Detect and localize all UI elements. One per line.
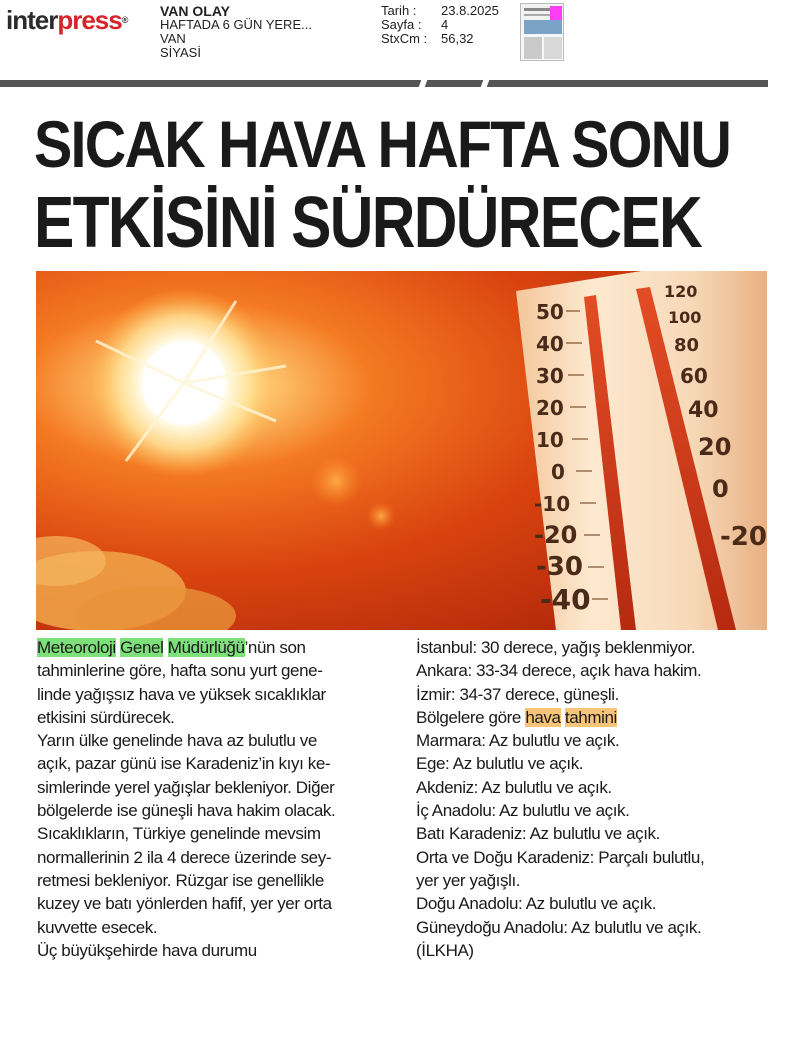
article-line: yer yer yağışlı. xyxy=(416,870,521,890)
scale-left-label: 10 xyxy=(536,428,564,452)
scale-right-label: 120 xyxy=(664,282,698,301)
article-line: Ankara: 33-34 derece, açık hava hakim. xyxy=(416,661,702,681)
article-line: simlerinde yerel yağışlar bekleniyor. Diğer xyxy=(37,777,335,797)
article-line: Batı Karadeniz: Az bulutlu ve açık. xyxy=(416,824,660,844)
scale-left-label: -10 xyxy=(534,492,571,516)
logo-registered-mark: ® xyxy=(121,15,128,25)
article-line: Akdeniz: Az bulutlu ve açık. xyxy=(416,777,612,797)
scale-left-label: 0 xyxy=(551,460,565,484)
article-line: Üç büyükşehirde hava durumu xyxy=(37,940,257,960)
article-line: bölgelerde ise güneşli hava hakim olacak. xyxy=(37,801,336,821)
stxcm-label: StxCm : xyxy=(381,31,428,46)
scale-left-label: 20 xyxy=(536,396,564,420)
logo-part-press: press xyxy=(57,5,122,35)
page-thumbnail[interactable] xyxy=(520,3,564,61)
page-value: 4 xyxy=(441,17,449,32)
scale-left-label: -20 xyxy=(534,521,578,549)
article-location-marker xyxy=(550,6,562,20)
scale-right-label: 100 xyxy=(668,308,702,327)
highlight-term: tahmini xyxy=(564,707,617,727)
highlight-term: hava xyxy=(525,707,561,727)
article-line: İstanbul: 30 derece, yağış beklenmiyor. xyxy=(416,638,696,657)
article-line: Orta ve Doğu Karadeniz: Parçalı bulutlu, xyxy=(416,847,705,867)
article-line: linde yağışsız hava ve yüksek sıcaklıklar xyxy=(37,684,326,704)
article-line xyxy=(37,636,397,659)
article-text: Bölgelere göre xyxy=(416,707,526,727)
article-line: tahminlerine göre, hafta sonu yurt gene- xyxy=(37,661,323,681)
publication-category: SİYASİ xyxy=(160,45,201,60)
logo-part-inter: inter xyxy=(6,5,58,35)
headline xyxy=(34,106,766,264)
article-line: kuvvette esecek. xyxy=(37,917,158,937)
article-line: Ege: Az bulutlu ve açık. xyxy=(416,754,584,774)
publication-name: VAN OLAY xyxy=(160,3,231,19)
article-text: ’nün son xyxy=(244,638,306,657)
article-line: Güneydoğu Anadolu: Az bulutlu ve açık. xyxy=(416,917,702,937)
header-divider xyxy=(0,80,768,87)
publication-frequency: HAFTADA 6 GÜN YERE... xyxy=(160,17,312,32)
article-column-left xyxy=(37,636,397,962)
date-value: 23.8.2025 xyxy=(441,3,499,18)
article-line: İç Anadolu: Az bulutlu ve açık. xyxy=(416,801,630,821)
scale-left-label: 50 xyxy=(536,300,564,324)
page-label: Sayfa : xyxy=(381,17,422,32)
scale-left-label: -30 xyxy=(536,552,583,582)
scale-right-label: 20 xyxy=(698,433,732,461)
article-line: kuzey ve batı yönlerden hafif, yer yer orta xyxy=(37,894,332,914)
scale-right-label: 0 xyxy=(712,475,729,503)
headline-line-2: ETKİSİNİ SÜRDÜRECEK xyxy=(34,183,702,263)
scale-right-label: -20 xyxy=(720,522,767,552)
scale-right-label: 80 xyxy=(674,335,700,356)
scale-left-label: 30 xyxy=(536,364,564,388)
article-line: Sıcaklıkların, Türkiye genelinde mevsim xyxy=(37,824,321,844)
date-label: Tarih : xyxy=(381,3,417,18)
article-line: açık, pazar günü ise Karadeniz’in kıyı ke- xyxy=(37,754,331,774)
scale-right-label: 60 xyxy=(680,364,708,388)
clipping-meta xyxy=(381,4,499,46)
publication-info xyxy=(160,4,312,60)
article-line: İzmir: 34-37 derece, güneşli. xyxy=(416,684,619,704)
article-line: Yarın ülke genelinde hava az bulutlu ve xyxy=(37,731,317,751)
headline-line-1: SICAK HAVA HAFTA SONU xyxy=(34,107,731,181)
publication-city: VAN xyxy=(160,31,186,46)
article-line: normallerinin 2 ila 4 derece üzerinde sey- xyxy=(37,847,332,867)
scale-right-label: 40 xyxy=(688,398,719,423)
heat-thermometer-photo xyxy=(36,271,767,630)
article-line: (İLKHA) xyxy=(416,940,474,960)
highlight-term: Meteoroloji xyxy=(37,638,116,657)
article-line: retmesi bekleniyor. Rüzgar ise genellikle xyxy=(37,870,324,890)
article-line: etkisini sürdürecek. xyxy=(37,707,175,727)
scale-left-label: 40 xyxy=(536,332,564,356)
interpress-logo xyxy=(6,6,127,34)
scale-left-label: -40 xyxy=(540,583,591,616)
highlight-term: Genel xyxy=(120,638,164,657)
highlight-term: Müdürlüğü xyxy=(167,638,245,657)
article-line: Doğu Anadolu: Az bulutlu ve açık. xyxy=(416,894,657,914)
stxcm-value: 56,32 xyxy=(441,31,474,46)
article-line xyxy=(416,706,766,729)
article-column-right xyxy=(416,636,766,962)
article-line: Marmara: Az bulutlu ve açık. xyxy=(416,731,620,751)
